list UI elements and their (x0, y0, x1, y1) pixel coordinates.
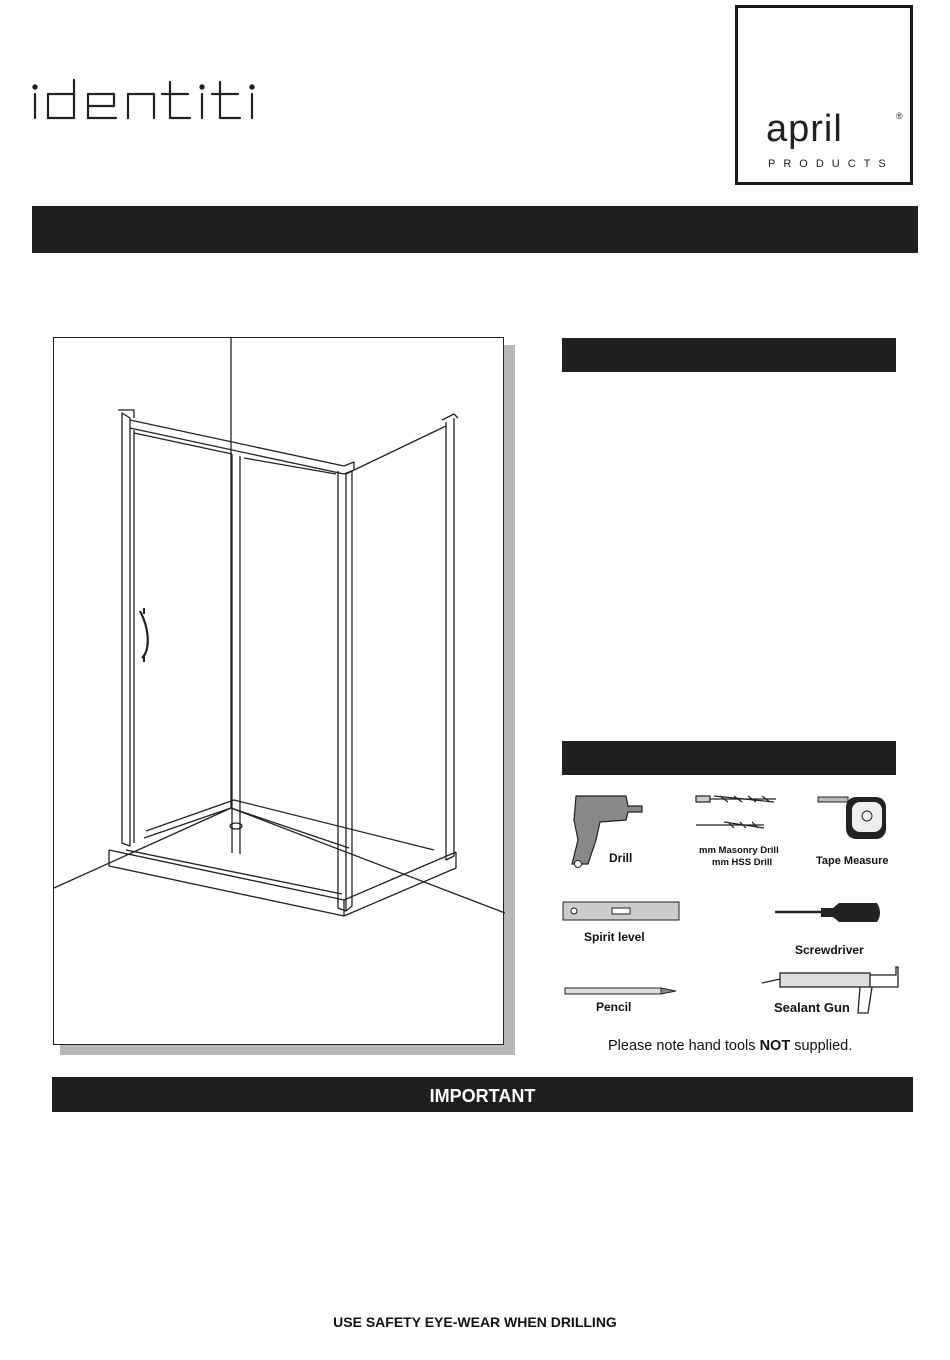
important-bar (52, 1077, 913, 1112)
pencil-icon (564, 986, 678, 996)
hss-drill-label: mm HSS Drill (712, 857, 773, 868)
note-text: Please note hand tools (608, 1038, 760, 1054)
section-header-bar (562, 338, 896, 372)
sealant-gun-label: Sealant Gun (774, 1000, 850, 1015)
registered-mark: ® (896, 111, 903, 121)
important-heading: IMPORTANT (429, 1086, 536, 1106)
drill-icon (566, 792, 646, 870)
april-logo-name: april (766, 108, 843, 150)
pencil-label: Pencil (596, 1000, 632, 1014)
hand-tools-note (608, 1038, 852, 1054)
title-bar (32, 206, 918, 253)
tools-header-bar (562, 741, 896, 775)
spirit-level-icon (562, 900, 680, 922)
april-logo-tagline: PRODUCTS (768, 158, 894, 170)
shower-enclosure-illustration (53, 337, 504, 1045)
shower-enclosure-drawing (54, 338, 505, 1046)
drill-bits-icon (694, 793, 780, 831)
note-emphasis: NOT (759, 1038, 791, 1054)
spirit-level-label: Spirit level (584, 930, 645, 944)
identiti-logo (30, 78, 260, 120)
april-products-logo (735, 5, 913, 185)
masonry-drill-label: mm Masonry Drill (699, 845, 779, 856)
screwdriver-label: Screwdriver (795, 943, 864, 957)
safety-warning: USE SAFETY EYE-WEAR WHEN DRILLING (333, 1314, 617, 1330)
tape-measure-label: Tape Measure (816, 855, 889, 867)
drill-label: Drill (609, 851, 633, 865)
note-text-end: supplied. (790, 1038, 853, 1054)
tape-measure-icon (816, 794, 888, 842)
screwdriver-icon (773, 900, 885, 926)
